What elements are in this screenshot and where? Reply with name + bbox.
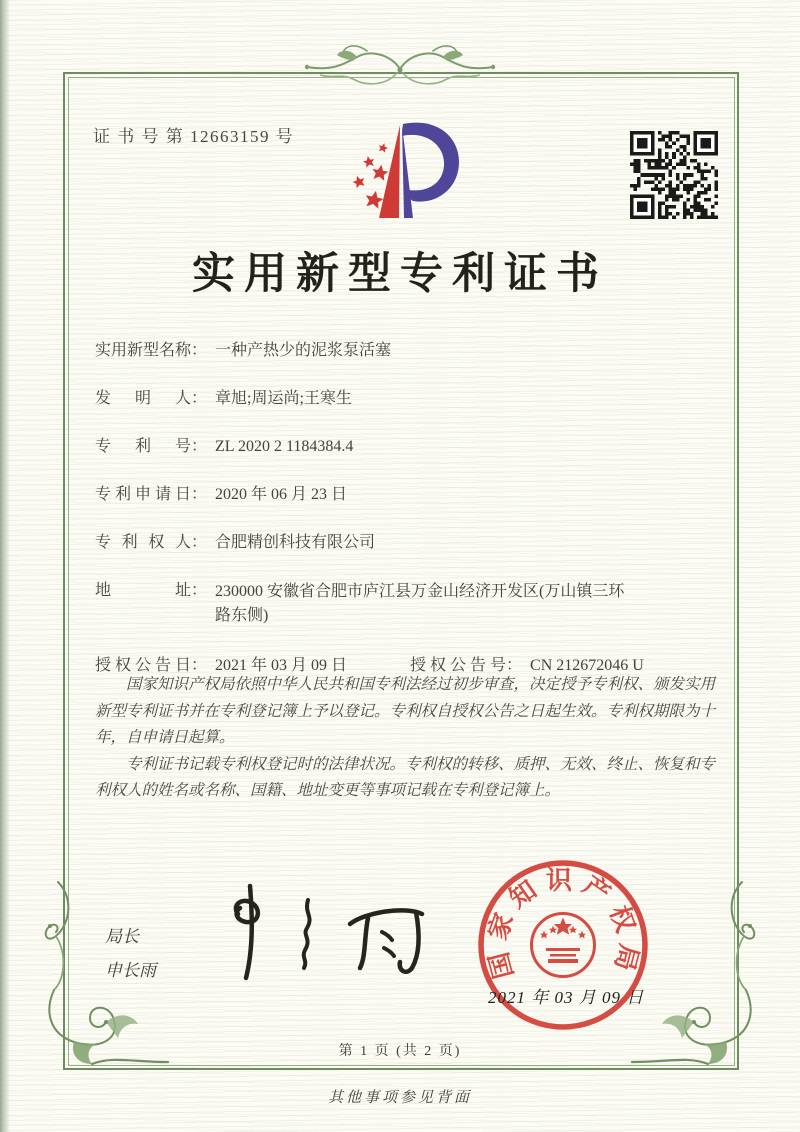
field-row-patentee — [95, 532, 720, 553]
field-value: CN 212672046 U — [530, 657, 644, 674]
seal-text: 国家知识产权局 — [482, 866, 644, 982]
scan-edge-artifact — [0, 0, 10, 1132]
qr-code — [630, 131, 718, 219]
field-row-address — [95, 580, 720, 628]
field-row-filing-date — [95, 484, 720, 505]
field-label: 授权公告日： — [95, 657, 208, 674]
field-label: 专利申请日： — [95, 486, 208, 503]
field-row-patent-no — [95, 436, 720, 457]
field-list — [95, 340, 720, 703]
field-row-inventor — [95, 388, 720, 409]
field-label: 授权公告号： — [410, 657, 523, 674]
field-label: 专利号： — [95, 438, 208, 455]
official-seal-icon — [468, 850, 658, 1040]
field-value: 合肥精创科技有限公司 — [215, 534, 376, 551]
legal-paragraph: 专利证书记载专利权登记时的法律状况。专利权的转移、质押、无效、终止、恢复和专利权人的姓名或名称、国籍、地址变更等事项记载在专利登记簿上。 — [95, 755, 716, 799]
page-number: 第 1 页 (共 2 页) — [338, 1044, 462, 1059]
field-label: 地址： — [95, 582, 208, 599]
field-label: 实用新型名称： — [95, 342, 208, 359]
legal-text — [95, 672, 715, 805]
field-value: 2021 年 03 月 09 日 — [215, 657, 348, 674]
signer-title: 局长 — [105, 927, 139, 946]
field-value: 230000 安徽省合肥市庐江县万金山经济开发区(万山镇三环路东侧) — [215, 583, 625, 624]
field-value: 章旭;周运尚;王寒生 — [215, 390, 352, 407]
field-value: 2020 年 06 月 23 日 — [215, 486, 348, 503]
national-emblem-icon — [532, 914, 595, 977]
certificate-title: 实用新型专利证书 — [192, 251, 608, 298]
cnipa-logo-icon — [333, 118, 465, 226]
field-label: 专利权人： — [95, 534, 208, 551]
signer-name: 申长雨 — [105, 961, 156, 980]
certificate-number: 证 书 号 第 12663159 号 — [93, 127, 295, 146]
handwritten-signature-icon — [210, 876, 440, 991]
back-side-note: 其他事项参见背面 — [327, 1090, 472, 1106]
legal-paragraph: 国家知识产权局依照中华人民共和国专利法经过初步审查，决定授予专利权、颁发实用新型专利证书并在专利登记簿上予以登记。专利权自授权公告之日起生效。专利权期限为十年，自申请日起算。 — [95, 676, 716, 746]
field-row-name — [95, 340, 720, 361]
field-value: ZL 2020 2 1184384.4 — [215, 438, 354, 455]
field-label: 发明人： — [95, 390, 208, 407]
top-border-ornament-icon — [283, 41, 517, 103]
seal-date: 2021 年 03 月 09 日 — [488, 988, 645, 1007]
field-value: 一种产热少的泥浆泵活塞 — [215, 342, 392, 359]
